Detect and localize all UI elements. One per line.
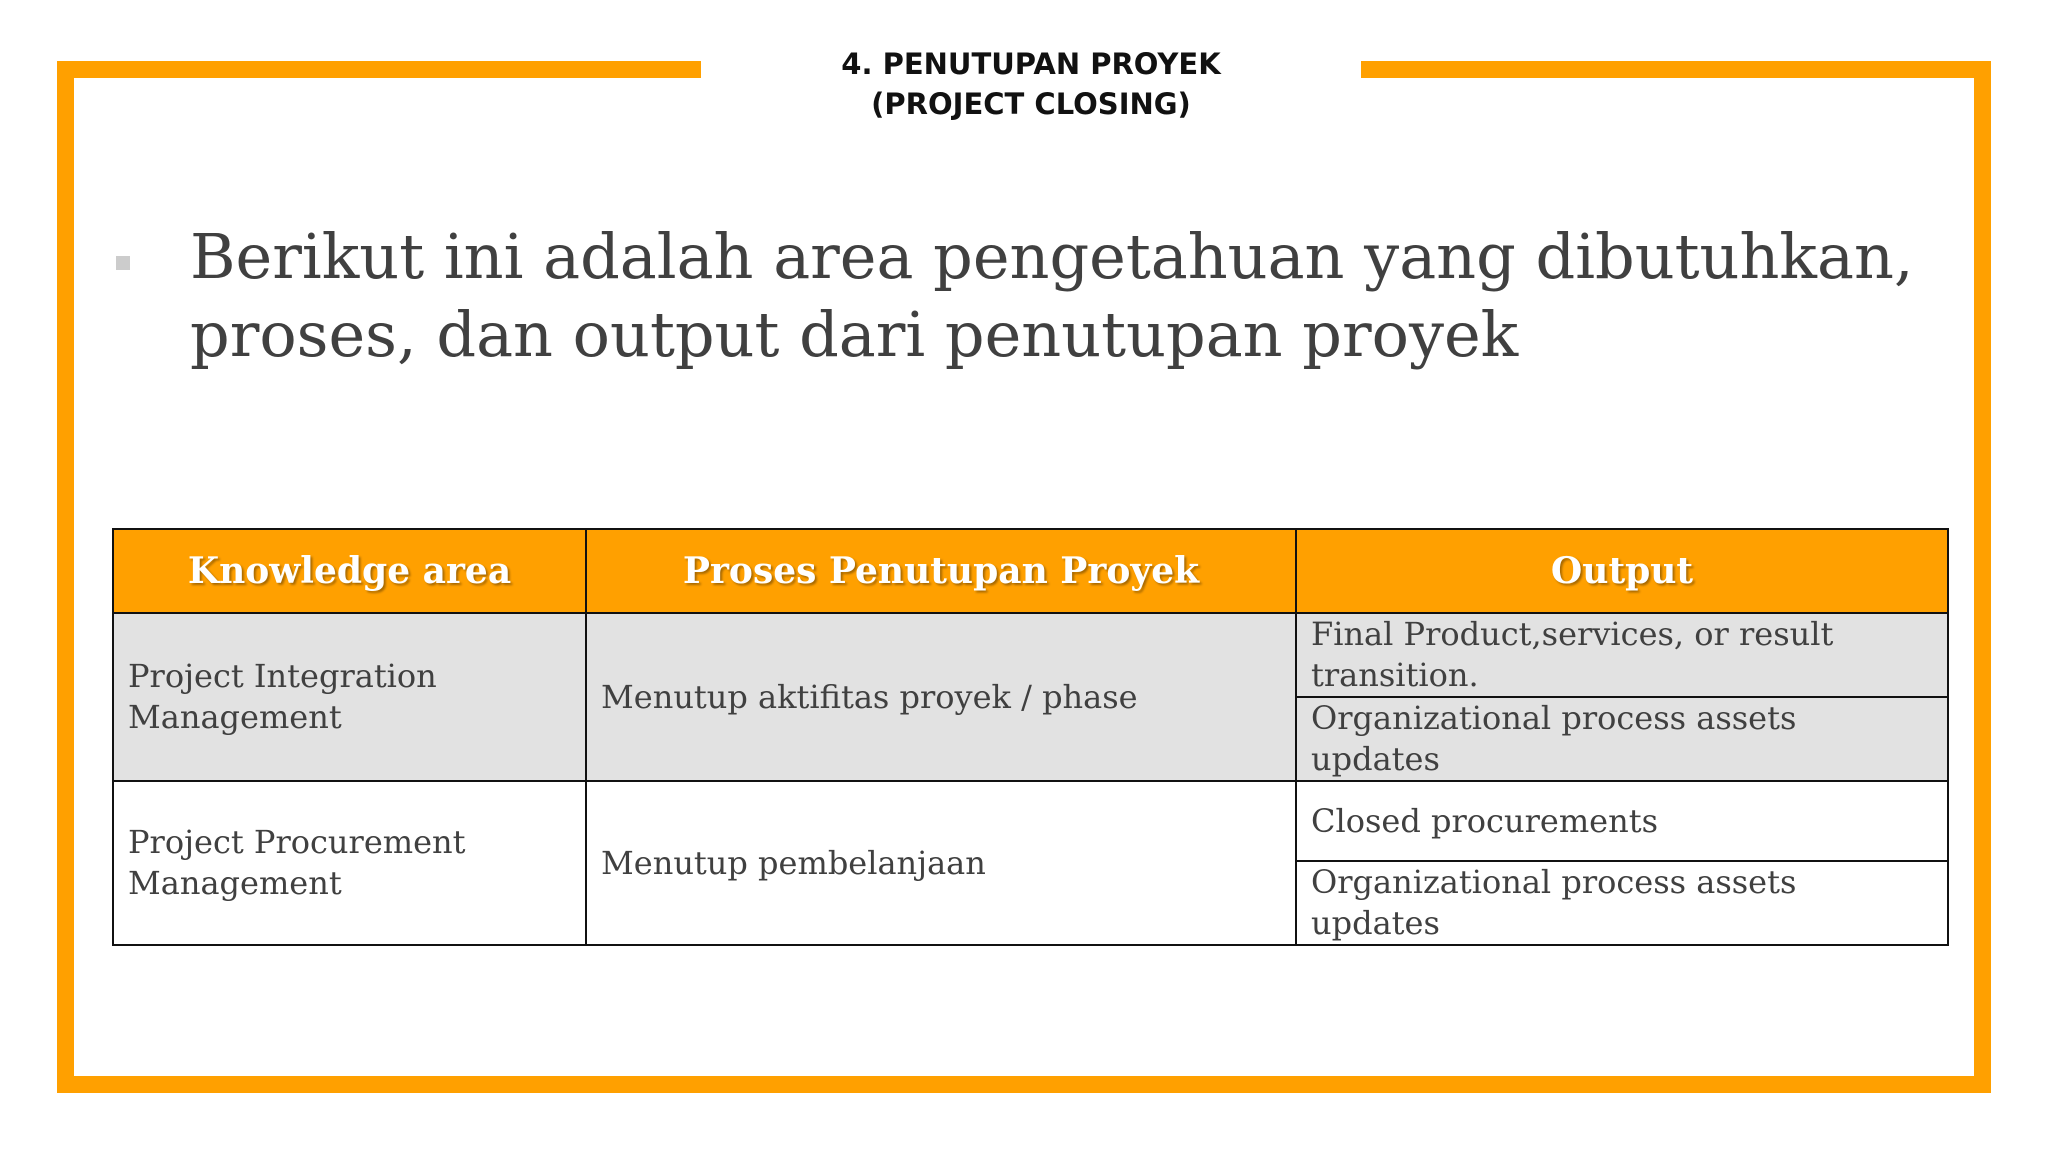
closing-table xyxy=(112,528,1949,946)
bullet-text: Berikut ini adalah area pengetahuan yang dibutuhkan, proses, dan output dari penutupan proyek xyxy=(190,220,1914,371)
header-process: Proses Penutupan Proyek xyxy=(586,529,1296,613)
header-knowledge-area: Knowledge area xyxy=(113,529,586,613)
cell-output: Organizational process assets updates xyxy=(1296,861,1948,945)
cell-output: Closed procurements xyxy=(1296,781,1948,861)
bullet-square-icon xyxy=(116,256,130,270)
table-row xyxy=(113,781,1948,861)
cell-process: Menutup aktifitas proyek / phase xyxy=(586,613,1296,781)
slide-title-line-1: 4. PENUTUPAN PROYEK xyxy=(841,47,1221,81)
slide-title-line-2: (PROJECT CLOSING) xyxy=(871,87,1191,121)
cell-output: Organizational process assets updates xyxy=(1296,697,1948,781)
cell-output: Final Product,services, or result transition. xyxy=(1296,613,1948,697)
cell-knowledge-area: Project Procurement Management xyxy=(113,781,586,945)
cell-process: Menutup pembelanjaan xyxy=(586,781,1296,945)
cell-knowledge-area: Project Integration Management xyxy=(113,613,586,781)
table-row xyxy=(113,613,1948,697)
slide-title xyxy=(701,44,1361,124)
table-header-row xyxy=(113,529,1948,613)
header-output: Output xyxy=(1296,529,1948,613)
